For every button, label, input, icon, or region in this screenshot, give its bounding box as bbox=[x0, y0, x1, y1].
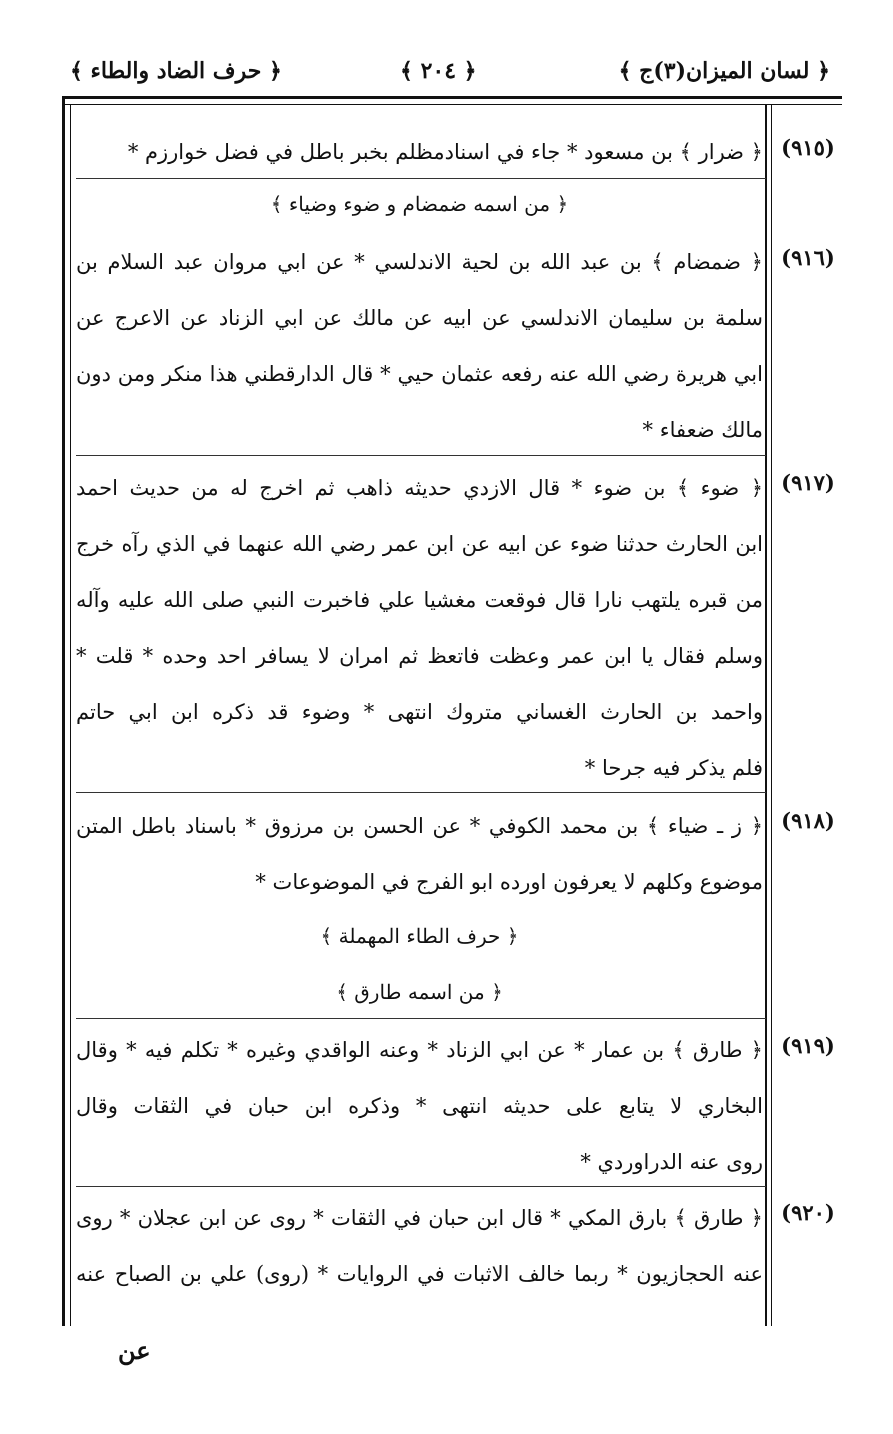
entry-divider bbox=[76, 1018, 766, 1019]
entry-line: سلمة بن سليمان الاندلسي عن ابيه عن مالك عن ابي الزناد عن الاعرج عن bbox=[76, 306, 763, 330]
entry-line: فلم يذكر فيه جرحا * bbox=[584, 756, 763, 780]
entry-divider bbox=[76, 1186, 766, 1187]
entry-line: ﴿ ضرار ﴾ بن مسعود * جاء في اسنادمظلم بخبر باطل في فضل خوارزم * bbox=[127, 140, 763, 164]
entry-line: ﴿ ضوء ﴾ بن ضوء * قال الازدي حديثه ذاهب ثم اخرج له من حديث احمد bbox=[76, 476, 763, 500]
frame-top-rule-inner bbox=[62, 104, 842, 105]
entry-number: (٩١٨) bbox=[781, 808, 835, 833]
frame-left-rule bbox=[62, 96, 65, 1326]
entry-line: ابن الحارث حدثنا ضوء عن ابيه عن ابن عمر رضي الله عنهما في الذي رآه خرج bbox=[76, 532, 763, 556]
catchword: عن bbox=[118, 1336, 151, 1365]
entry-line: عنه الحجازيون * ربما خالف الاثبات في الروايات * (روى) علي بن الصباح عنه bbox=[76, 1262, 763, 1286]
frame-top-rule bbox=[62, 96, 842, 99]
entry-number: (٩١٥) bbox=[781, 135, 835, 160]
entry-number: (٩٢٠) bbox=[781, 1200, 835, 1225]
entry-number: (٩١٧) bbox=[781, 470, 835, 495]
letter-heading: ﴿ حرف الطاء المهملة ﴾ bbox=[320, 924, 519, 948]
entry-divider bbox=[76, 455, 766, 456]
entry-divider bbox=[76, 792, 766, 793]
entry-divider bbox=[76, 178, 766, 179]
entry-number: (٩١٩) bbox=[781, 1033, 835, 1058]
entry-line: من قبره يلتهب نارا قال فوقعت مغشيا علي فاخبرت النبي صلى الله عليه وآله bbox=[76, 588, 763, 612]
entry-line: ﴿ طارق ﴾ بارق المكي * قال ابن حبان في الثقات * روى عن ابن عجلان * روى bbox=[76, 1206, 763, 1230]
frame-left-rule-inner bbox=[70, 104, 71, 1326]
entry-line: مالك ضعفاء * bbox=[642, 418, 763, 442]
entry-line: ﴿ ضمضام ﴾ بن عبد الله بن لحية الاندلسي * عن ابي مروان عبد السلام بن bbox=[76, 250, 763, 274]
running-header bbox=[70, 52, 830, 94]
entry-line: ﴿ ز ـ ضياء ﴾ بن محمد الكوفي * عن الحسن بن مرزوق * باسناد باطل المتن bbox=[76, 814, 763, 838]
entry-line: ﴿ طارق ﴾ بن عمار * عن ابي الزناد * وعنه الواقدي وغيره * تكلم فيه * وقال bbox=[76, 1038, 763, 1062]
section-heading: ﴿ من اسمه ضمضام و ضوء وضياء ﴾ bbox=[270, 192, 569, 216]
header-book-title: ﴿ لسان الميزان(٣)ج ﴾ bbox=[618, 58, 830, 84]
entry-line: روى عنه الدراوردي * bbox=[580, 1150, 763, 1174]
entry-line: ابي هريرة رضي الله عنه رفعه عثمان حيي * قال الدارقطني هذا منكر ومن دون bbox=[76, 362, 763, 386]
entry-line: واحمد بن الحارث الغساني متروك انتهى * وضوء قد ذكره ابن ابي حاتم bbox=[76, 700, 763, 724]
header-page-number: ﴿ ٢٠٤ ﴾ bbox=[400, 58, 477, 84]
entry-line: موضوع وكلهم لا يعرفون اورده ابو الفرج في الموضوعات * bbox=[255, 870, 763, 894]
entry-number: (٩١٦) bbox=[781, 245, 835, 270]
entry-line: وسلم فقال يا ابن عمر وعظت فاتعظ ثم امران لا يسافر احد وحده * قلت * bbox=[76, 644, 763, 668]
section-heading: ﴿ من اسمه طارق ﴾ bbox=[336, 980, 503, 1004]
number-column-rule bbox=[765, 104, 767, 1326]
number-column-rule-inner bbox=[771, 104, 772, 1326]
entry-line: البخاري لا يتابع على حديثه انتهى * وذكره ابن حبان في الثقات وقال bbox=[76, 1094, 763, 1118]
header-section-title: ﴿ حرف الضاد والطاء ﴾ bbox=[70, 58, 282, 84]
